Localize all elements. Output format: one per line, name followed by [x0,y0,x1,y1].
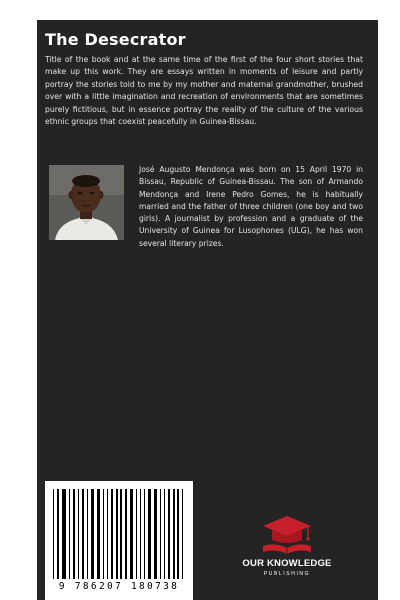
barcode-bar [136,489,137,579]
back-cover [37,20,378,600]
barcode-bar [164,489,165,579]
barcode-bar [97,489,100,579]
isbn-barcode [45,481,193,600]
barcode-bar [160,489,161,579]
barcode-bar [173,489,174,579]
barcode-bar [125,489,127,579]
barcode-bar [69,489,70,579]
barcode-bars [53,489,185,579]
book-title: The Desecrator [45,30,186,49]
barcode-bar [57,489,59,579]
barcode-bar [177,489,178,579]
barcode-bar [53,489,54,579]
book-blurb: Title of the book and at the same time of the first of the four short stories that make up this work. They are essays written in moments of leisure and partly portray the stories told to me by my mother and maternal grandmother, brushed over with a little imagination and recreation of environments that are sometimes purely fictitious, but in essence portray the reality of the culture of the various ethnic groups that coexist peacefully in Guinea-Bissau. [45,55,363,127]
barcode-bar [144,489,145,579]
graduation-cap-book-icon [237,512,337,558]
barcode-bar [107,489,108,579]
barcode-bar [82,489,84,579]
author-photo [49,165,124,240]
barcode-bar [111,489,113,579]
barcode-bar [103,489,104,579]
barcode-bar [78,489,79,579]
author-portrait [49,165,124,240]
barcode-bar [116,489,117,579]
barcode-bar [154,489,157,579]
barcode-bar [73,489,75,579]
barcode-bar [87,489,88,579]
barcode-bar [130,489,133,579]
barcode-bar [62,489,65,579]
barcode-bar [168,489,170,579]
author-bio: José Augusto Mendonça was born on 15 April 1970 in Bissau, Republic of Guinea-Bissau. The son of Armando Mendonça and Irene Pedro Gomes, he is habitually married and the father of three children (one boy and two girls). A journalist by profession and a graduate of the University of Guinea for Lusophones (ULG), he has won several literary prizes. [139,165,363,248]
publisher-tagline: PUBLISHING [263,571,311,577]
publisher-logo [237,512,337,592]
barcode-bar [140,489,141,579]
barcode-bar [148,489,150,579]
isbn-number: 9 786207 180738 [58,581,180,592]
barcode-bar [182,489,183,579]
publisher-name: OUR KNOWLEDGE [242,558,332,569]
barcode-bar [91,489,93,579]
barcode-bar [120,489,121,579]
